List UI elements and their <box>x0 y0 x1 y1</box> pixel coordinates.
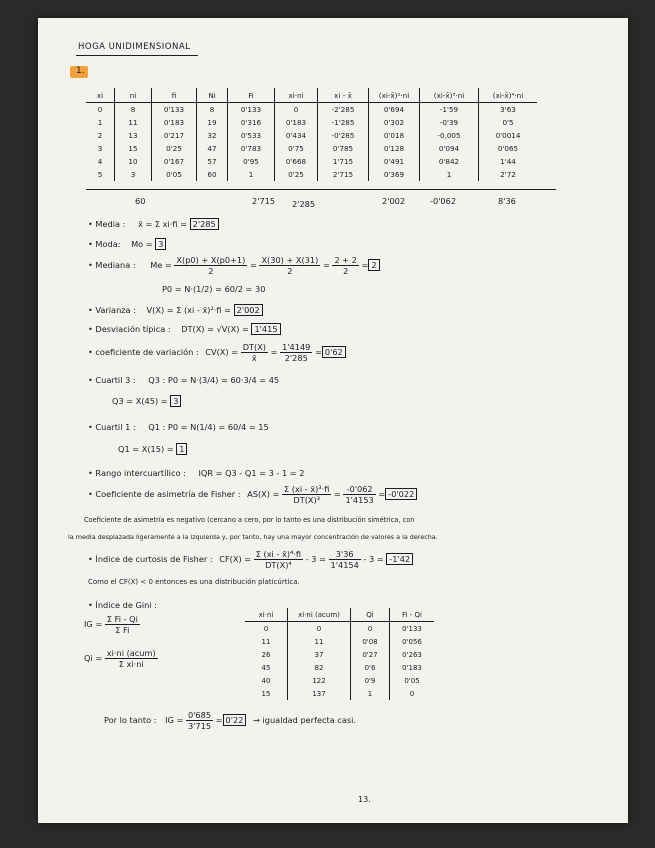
freq-cell: -2'285 <box>318 103 369 117</box>
qi-lhs: Qi = <box>84 653 103 663</box>
mediana-result: 2 <box>368 259 379 271</box>
freq-header-cell: fi <box>152 88 197 103</box>
freq-row <box>86 103 537 117</box>
gini-row <box>245 635 434 648</box>
freq-cell: 3'63 <box>500 105 516 114</box>
freq-cell: 0'842 <box>420 155 479 168</box>
gini-cell: 0'27 <box>351 648 390 661</box>
freq-header-cell: (xi-x̄)⁴·ni <box>479 88 538 103</box>
mediana-lhs: Me = <box>150 260 172 270</box>
freq-header-cell: xi·ni <box>275 88 318 103</box>
ig-frac: $\frac{\text{Σ Fi - Qi}}{\text{Σ Fi}}$ <box>106 614 138 635</box>
freq-cell: 0'434 <box>275 129 318 142</box>
freq-cell: 2'715 <box>318 168 369 181</box>
freq-cell: -1'285 <box>318 116 369 129</box>
q3-result-line <box>112 396 181 406</box>
gini-cell: 0'183 <box>402 663 422 672</box>
freq-cell: 13 <box>115 129 152 142</box>
gini-cell: 0'133 <box>402 624 422 633</box>
freq-cell: 0'316 <box>228 116 275 129</box>
iqr-label: • Rango intercuartílico : <box>88 468 186 478</box>
curtosis-result: -1'42 <box>386 553 413 565</box>
freq-header-cell: xi <box>86 88 115 103</box>
gini-cell: 82 <box>288 661 351 674</box>
gini-cell: 122 <box>288 674 351 687</box>
freq-header-cell: ni <box>115 88 152 103</box>
freq-cell: 0'094 <box>420 142 479 155</box>
q1-label: • Cuartil 1 : <box>88 422 136 432</box>
desviacion-result: 1'415 <box>251 323 280 335</box>
freq-cell: 0'167 <box>152 155 197 168</box>
freq-cell: 1 <box>420 168 479 181</box>
gini-cell: 0 <box>245 622 288 636</box>
final-lhs: IG = <box>165 715 184 725</box>
freq-row <box>86 129 537 142</box>
gini-cell: 0'05 <box>404 676 420 685</box>
q3-line2: Q3 = X(45) = <box>112 396 168 406</box>
freq-header-cell: Ni <box>197 88 228 103</box>
mediana-frac-3: $\frac{2 + 2}{2}$ <box>334 255 357 276</box>
freq-header-cell: (xi-x̄)²·ni <box>369 88 420 103</box>
curtosis-frac-2: $\frac{3'36}{1'4154}$ <box>330 549 359 570</box>
cv-label: • coeficiente de variación : <box>88 347 199 357</box>
exercise-number: 1. <box>76 66 85 76</box>
q1-line2: Q1 = X(15) = <box>118 444 174 454</box>
gini-row <box>245 674 434 687</box>
final-frac: $\frac{0'685}{3'715}$ <box>187 710 212 731</box>
gini-header-cell: Qi <box>351 608 390 622</box>
gini-cell: 0'6 <box>351 661 390 674</box>
freq-header-cell: Fi <box>228 88 275 103</box>
freq-cell: 1 <box>228 168 275 181</box>
q3-line <box>88 375 279 385</box>
gini-cell: 45 <box>245 661 288 674</box>
total-ni: 60 <box>135 196 146 206</box>
curtosis-lhs: CF(X) = <box>219 554 252 564</box>
freq-cell: 0'491 <box>369 155 420 168</box>
gini-cell: 0 <box>288 622 351 636</box>
moda-line <box>88 239 166 249</box>
equals-sign: = <box>322 260 330 270</box>
freq-cell: 0'018 <box>369 129 420 142</box>
freq-cell: 57 <box>197 155 228 168</box>
freq-cell: 1 <box>86 116 115 129</box>
freq-row <box>86 142 537 155</box>
desviacion-label: • Desviación típica : <box>88 324 171 334</box>
freq-cell: 15 <box>115 142 152 155</box>
desviacion-line <box>88 324 281 334</box>
gini-cell: 0'056 <box>402 637 422 646</box>
gini-cell: 11 <box>288 635 351 648</box>
varianza-result: 2'002 <box>234 304 263 316</box>
q1-result: 1 <box>176 443 187 455</box>
freq-cell: 0'183 <box>152 116 197 129</box>
iqr-line <box>88 468 304 478</box>
totals-rule <box>86 189 556 190</box>
freq-cell: -0'39 <box>420 116 479 129</box>
qi-formula <box>84 648 158 669</box>
final-line: Por lo tanto : IG = $\frac{0'685}{3'715}$ = 0'22 → igualdad perfecta casi. <box>104 710 356 731</box>
gini-row <box>245 622 434 636</box>
total-quart: 8'36 <box>498 196 516 206</box>
q1-result-line <box>118 444 187 454</box>
curtosis-label: • Índice de curtosis de Fisher : <box>88 554 213 564</box>
cv-lhs: CV(X) = <box>205 347 239 357</box>
media-label: • Media : <box>88 219 126 229</box>
media-line <box>88 219 219 229</box>
gini-row <box>245 648 434 661</box>
freq-cell: 0'533 <box>228 129 275 142</box>
fisher-text-1: Coeficiente de asimetría es negativo (cercano a cero, por lo tanto es una distribución simétrica, con <box>84 516 415 524</box>
gini-cell: 0'263 <box>402 650 422 659</box>
freq-cell: 0 <box>275 103 318 117</box>
freq-cell: 0'065 <box>497 144 519 153</box>
desviacion-formula: DT(X) = √V(X) = <box>181 324 249 334</box>
freq-cell: 0'05 <box>152 168 197 181</box>
moda-result: 3 <box>155 238 166 250</box>
curtosis-text: Como el CF(X) < 0 entonces es una distribución platicúrtica. <box>88 578 300 586</box>
freq-cell: 3 <box>115 168 152 181</box>
page-number: 13. <box>358 795 371 804</box>
final-result: 0'22 <box>223 714 247 726</box>
ig-lhs: IG = <box>84 619 103 629</box>
gini-cell: 137 <box>288 687 351 700</box>
freq-cell: 8 <box>197 103 228 117</box>
gini-row <box>245 687 434 700</box>
freq-cell: 1'715 <box>318 155 369 168</box>
freq-cell: 2 <box>86 129 115 142</box>
freq-cell: 3 <box>86 142 115 155</box>
freq-cell: 0'302 <box>369 116 420 129</box>
freq-cell: 0'668 <box>275 155 318 168</box>
mediana-frac-2: $\frac{X(30) + X(31)}{2}$ <box>261 255 319 276</box>
q1-formula: Q1 : P0 = N(1/4) = 60/4 = 15 <box>148 422 269 432</box>
fisher-frac-1: $\frac{\text{Σ (xi - x̄)³·fi}}{\text{DT(X)³}}$ <box>284 484 330 505</box>
mediana-label: • Mediana : <box>88 260 136 270</box>
freq-cell: 0'133 <box>152 103 197 117</box>
freq-cell: 0'75 <box>275 142 318 155</box>
freq-cell: 0'133 <box>228 103 275 117</box>
freq-cell: 0'0014 <box>495 131 521 140</box>
freq-cell: 0'783 <box>228 142 275 155</box>
media-result: 2'285 <box>190 218 219 230</box>
fisher-text-2: la media desplazada ligeramente a la izquierda y, por tanto, hay una mayor concentración de valores a la derecha. <box>68 533 438 541</box>
heading-underline <box>76 55 198 56</box>
total-fi: 2'715 <box>252 196 276 206</box>
freq-cell: 19 <box>197 116 228 129</box>
curtosis-mid: - 3 = <box>305 554 326 564</box>
freq-cell: 47 <box>197 142 228 155</box>
freq-cell: 0'128 <box>369 142 420 155</box>
freq-cell: 10 <box>115 155 152 168</box>
gini-cell: 0 <box>351 622 390 636</box>
gini-cell: 11 <box>245 635 288 648</box>
cv-result: 0'62 <box>322 346 346 358</box>
freq-cell: -0,005 <box>420 129 479 142</box>
final-text: → igualdad perfecta casi. <box>253 715 356 725</box>
freq-cell: -1'59 <box>420 103 479 117</box>
freq-cell: 0 <box>86 103 115 117</box>
gini-cell: 0'9 <box>351 674 390 687</box>
freq-cell: 0'95 <box>228 155 275 168</box>
fisher-line: • Coeficiente de asimetría de Fisher : AS(X) = $\frac{\text{Σ (xi - x̄)³·fi}}{\text{DT(X)³}}$ = $\frac{-0'062}{1'4153}$ = -0'022 <box>88 484 417 505</box>
freq-cell: 11 <box>115 116 152 129</box>
gini-label: • Índice de Gini : <box>88 600 157 610</box>
gini-cell: 37 <box>288 648 351 661</box>
media-formula: x̄ = Σ xi·fi = <box>138 219 188 229</box>
freq-cell: 0'694 <box>369 103 420 117</box>
final-prefix: Por lo tanto : <box>104 715 157 725</box>
freq-cell: 4 <box>86 155 115 168</box>
page-heading: HOGA UNIDIMENSIONAL <box>78 42 191 52</box>
freq-cell: 2'72 <box>500 170 516 179</box>
moda-formula: Mo = <box>131 239 153 249</box>
fisher-lhs: AS(X) = <box>247 489 280 499</box>
freq-cell: 0'217 <box>152 129 197 142</box>
freq-cell: 0'25 <box>275 168 318 181</box>
gini-cell: 1 <box>351 687 390 700</box>
ig-formula <box>84 614 140 635</box>
moda-label: • Moda: <box>88 239 121 249</box>
qi-frac: $\frac{\text{xi·ni (acum)}}{\text{Σ xi·ni}}$ <box>106 648 156 669</box>
mediana-frac-1: $\frac{X(p0) + X(p0+1)}{2}$ <box>176 255 246 276</box>
total-xini: 2'285 <box>292 199 316 209</box>
total-cube: -0'062 <box>430 196 457 206</box>
freq-header-cell: (xi-x̄)³·ni <box>420 88 479 103</box>
freq-cell: 32 <box>197 129 228 142</box>
equals-sign: = <box>249 260 257 270</box>
p0-line: P0 = N·(1/2) = 60/2 = 30 <box>162 284 266 294</box>
freq-cell: 1'44 <box>500 157 516 166</box>
cv-line: • coeficiente de variación : CV(X) = $\frac{DT(X)}{x̄}$ = $\frac{1'4149}{2'285}$ = 0'62 <box>88 342 346 363</box>
gini-cell: 0'08 <box>351 635 390 648</box>
fisher-frac-2: $\frac{-0'062}{1'4153}$ <box>345 484 374 505</box>
curtosis-end: - 3 = <box>363 554 384 564</box>
cv-frac-1: $\frac{DT(X)}{x̄}$ <box>242 342 266 363</box>
fisher-label: • Coeficiente de asimetría de Fisher : <box>88 489 241 499</box>
gini-header-cell: xi·ni (acum) <box>288 608 351 622</box>
frequency-table <box>86 88 537 181</box>
gini-row <box>245 661 434 674</box>
gini-cell: 26 <box>245 648 288 661</box>
freq-cell: 0'25 <box>152 142 197 155</box>
gini-cell: 0 <box>409 689 415 698</box>
freq-header-cell: xi - x̄ <box>318 88 369 103</box>
freq-row <box>86 116 537 129</box>
curtosis-frac-1: $\frac{\text{Σ (xi - x̄)⁴·fi}}{\text{DT(X)⁴}}$ <box>255 549 302 570</box>
total-sq: 2'002 <box>382 196 406 206</box>
freq-cell: 0'369 <box>369 168 420 181</box>
mediana-line: • Mediana : Me = $\frac{X(p0) + X(p0+1)}{2}$ = $\frac{X(30) + X(31)}{2}$ = $\frac{2 + 2}{2}$ = 2 <box>88 255 380 276</box>
varianza-label: • Varianza : <box>88 305 136 315</box>
q3-formula: Q3 : P0 = N·(3/4) = 60·3/4 = 45 <box>148 375 280 385</box>
freq-cell: 60 <box>197 168 228 181</box>
freq-cell: 0'183 <box>275 116 318 129</box>
gini-cell: 15 <box>245 687 288 700</box>
freq-cell: 5 <box>86 168 115 181</box>
freq-row <box>86 155 537 168</box>
freq-cell: 0'5 <box>502 118 514 127</box>
freq-cell: 8 <box>115 103 152 117</box>
curtosis-line <box>88 549 413 570</box>
freq-row <box>86 168 537 181</box>
freq-cell: -0'285 <box>318 129 369 142</box>
gini-header-cell: Fi - Qi <box>390 608 435 622</box>
q1-line <box>88 422 269 432</box>
gini-cell: 40 <box>245 674 288 687</box>
cv-frac-2: $\frac{1'4149}{2'285}$ <box>282 342 311 363</box>
fisher-result: -0'022 <box>385 488 417 500</box>
varianza-formula: V(X) = Σ (xi - x̄)²·fi = <box>146 305 232 315</box>
gini-table <box>245 608 434 700</box>
gini-header-cell: xi·ni <box>245 608 288 622</box>
q3-label: • Cuartil 3 : <box>88 375 136 385</box>
q3-result: 3 <box>170 395 181 407</box>
freq-cell: 0'785 <box>318 142 369 155</box>
varianza-line <box>88 305 263 315</box>
iqr-formula: IQR = Q3 - Q1 = 3 - 1 = 2 <box>198 468 305 478</box>
